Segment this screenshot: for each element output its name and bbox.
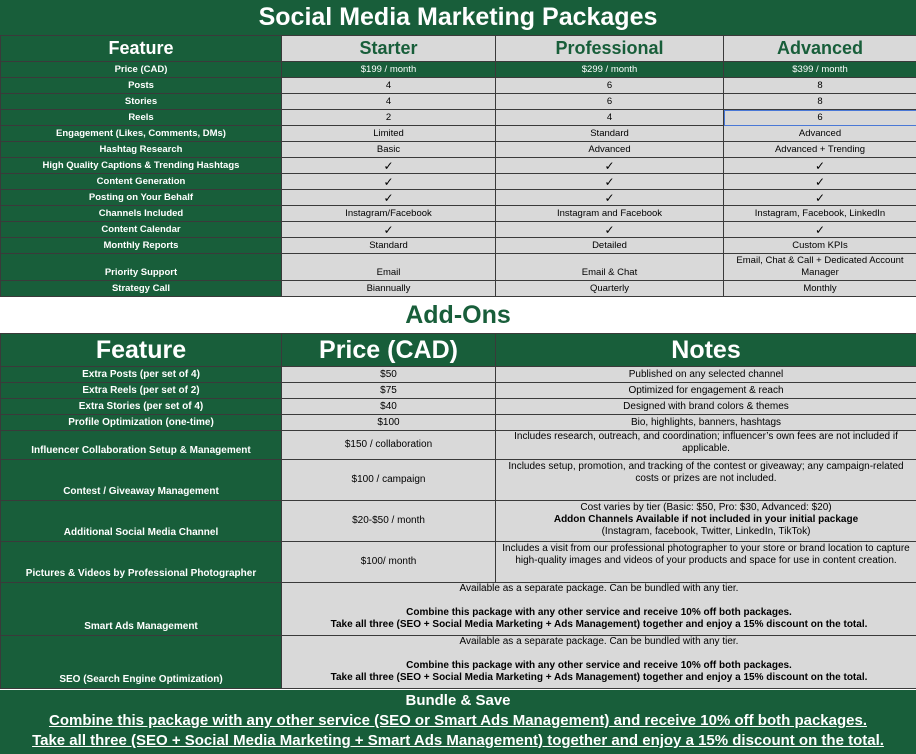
cell[interactable]: Instagram/Facebook <box>282 206 496 222</box>
table-row <box>1 383 916 399</box>
cell[interactable]: Limited <box>282 126 496 142</box>
notes-cell[interactable]: Published on any selected channel <box>496 367 916 383</box>
notes-cell[interactable]: Bio, highlights, banners, hashtags <box>496 415 916 431</box>
professional-header[interactable]: Professional <box>496 36 724 62</box>
table-row <box>1 222 916 238</box>
checkmark-icon[interactable]: ✓ <box>724 174 916 190</box>
cell[interactable]: Instagram and Facebook <box>496 206 724 222</box>
notes-line: Available as a separate package. Can be bundled with any tier. <box>459 636 739 647</box>
selected-cell[interactable]: 6 <box>724 110 916 126</box>
table-row <box>1 415 916 431</box>
packages-table <box>0 35 916 297</box>
notes-cell[interactable]: Includes a visit from our professional photographer to your store or brand location to capture high-quality images and videos of your products and space for use in content creation. <box>496 542 916 583</box>
addons-table <box>0 333 916 689</box>
cell[interactable]: Email & Chat <box>496 254 724 281</box>
cell[interactable]: Basic <box>282 142 496 158</box>
cell[interactable]: Custom KPIs <box>724 238 916 254</box>
row-label[interactable]: Strategy Call <box>1 281 282 297</box>
checkmark-icon[interactable]: ✓ <box>496 190 724 206</box>
row-label[interactable]: Engagement (Likes, Comments, DMs) <box>1 126 282 142</box>
notes-line: (Instagram, facebook, Twitter, LinkedIn, TikTok) <box>601 526 811 537</box>
notes-cell[interactable] <box>282 583 916 636</box>
table-row <box>1 431 916 460</box>
table-row <box>1 142 916 158</box>
notes-line-bold: Combine this package with any other service and receive 10% off both packages. <box>406 607 792 618</box>
cell[interactable]: $399 / month <box>724 62 916 78</box>
notes-line: Available as a separate package. Can be bundled with any tier. <box>459 583 739 594</box>
checkmark-icon[interactable]: ✓ <box>724 190 916 206</box>
row-label[interactable]: Pictures & Videos by Professional Photographer <box>1 542 282 583</box>
packages-header-row <box>1 36 916 62</box>
table-row <box>1 238 916 254</box>
addons-title: Add-Ons <box>0 297 916 333</box>
row-label[interactable]: SEO (Search Engine Optimization) <box>1 636 282 689</box>
spacer <box>284 595 914 607</box>
table-row <box>1 636 916 689</box>
price-cell[interactable]: $100 <box>282 415 496 431</box>
cell[interactable]: Email, Chat & Call + Dedicated Account Manager <box>724 254 916 281</box>
cell[interactable]: Biannually <box>282 281 496 297</box>
bundle-line: Take all three (SEO + Social Media Marketing + Smart Ads Management) together and enjoy a 15% discount on the total. <box>32 732 884 749</box>
cell[interactable]: Advanced <box>496 142 724 158</box>
cell[interactable]: 6 <box>496 94 724 110</box>
price-header[interactable]: Price (CAD) <box>282 334 496 367</box>
notes-cell[interactable]: Includes setup, promotion, and tracking of the contest or giveaway; any campaign-related costs or prizes are not included. <box>496 460 916 501</box>
bundle-section <box>0 690 916 754</box>
table-row <box>1 542 916 583</box>
row-label[interactable]: Hashtag Research <box>1 142 282 158</box>
price-cell[interactable]: $40 <box>282 399 496 415</box>
table-row <box>1 399 916 415</box>
row-label[interactable]: Reels <box>1 110 282 126</box>
row-label[interactable]: Additional Social Media Channel <box>1 501 282 542</box>
price-cell[interactable]: $150 / collaboration <box>282 431 496 460</box>
row-label[interactable]: Content Calendar <box>1 222 282 238</box>
price-cell[interactable]: $50 <box>282 367 496 383</box>
cell[interactable]: Advanced + Trending <box>724 142 916 158</box>
table-row <box>1 190 916 206</box>
row-label[interactable]: Monthly Reports <box>1 238 282 254</box>
cell[interactable]: 8 <box>724 94 916 110</box>
row-label[interactable]: High Quality Captions & Trending Hashtags <box>1 158 282 174</box>
row-label[interactable]: Smart Ads Management <box>1 583 282 636</box>
row-label[interactable]: Profile Optimization (one-time) <box>1 415 282 431</box>
cell[interactable]: 4 <box>282 94 496 110</box>
notes-header[interactable]: Notes <box>496 334 916 367</box>
cell[interactable]: Quarterly <box>496 281 724 297</box>
notes-cell[interactable] <box>496 501 916 542</box>
table-row <box>1 254 916 281</box>
price-cell[interactable]: $20-$50 / month <box>282 501 496 542</box>
notes-line-bold: Combine this package with any other service and receive 10% off both packages. <box>406 660 792 671</box>
price-cell[interactable]: $100 / campaign <box>282 460 496 501</box>
notes-line-bold: Take all three (SEO + Social Media Marketing + Ads Management) together and enjoy a 15% discount on the total. <box>330 672 868 683</box>
checkmark-icon[interactable]: ✓ <box>496 158 724 174</box>
row-label[interactable]: Stories <box>1 94 282 110</box>
notes-line-bold: Take all three (SEO + Social Media Marketing + Ads Management) together and enjoy a 15% discount on the total. <box>330 619 868 630</box>
checkmark-icon[interactable]: ✓ <box>724 158 916 174</box>
table-row <box>1 206 916 222</box>
cell[interactable]: Instagram, Facebook, LinkedIn <box>724 206 916 222</box>
table-row <box>1 62 916 78</box>
notes-cell[interactable]: Optimized for engagement & reach <box>496 383 916 399</box>
cell[interactable]: 8 <box>724 78 916 94</box>
cell[interactable]: 2 <box>282 110 496 126</box>
notes-line-bold: Addon Channels Available if not included in your initial package <box>553 514 859 525</box>
bundle-title: Bundle & Save <box>405 692 511 709</box>
bundle-line: Combine this package with any other service (SEO or Smart Ads Management) and receive 10% off both packages. <box>48 712 867 729</box>
notes-cell[interactable]: Includes research, outreach, and coordination; influencer’s own fees are not included if applicable. <box>496 431 916 460</box>
notes-line: Cost varies by tier (Basic: $50, Pro: $30, Advanced: $20) <box>580 502 832 513</box>
table-row <box>1 501 916 542</box>
row-label[interactable]: Influencer Collaboration Setup & Management <box>1 431 282 460</box>
cell[interactable]: $199 / month <box>282 62 496 78</box>
checkmark-icon[interactable]: ✓ <box>282 190 496 206</box>
row-label[interactable]: Channels Included <box>1 206 282 222</box>
table-row <box>1 367 916 383</box>
cell[interactable]: Advanced <box>724 126 916 142</box>
row-label[interactable]: Posting on Your Behalf <box>1 190 282 206</box>
row-label[interactable]: Priority Support <box>1 254 282 281</box>
spacer <box>284 648 914 660</box>
row-label[interactable]: Content Generation <box>1 174 282 190</box>
table-row <box>1 174 916 190</box>
page-title: Social Media Marketing Packages <box>0 0 916 35</box>
table-row <box>1 94 916 110</box>
notes-cell[interactable] <box>282 636 916 689</box>
feature-header[interactable]: Feature <box>1 334 282 367</box>
row-label[interactable]: Price (CAD) <box>1 62 282 78</box>
table-row <box>1 460 916 501</box>
cell[interactable]: $299 / month <box>496 62 724 78</box>
table-row <box>1 110 916 126</box>
cell[interactable]: 4 <box>282 78 496 94</box>
cell[interactable]: 6 <box>496 78 724 94</box>
row-label[interactable]: Posts <box>1 78 282 94</box>
cell[interactable]: Detailed <box>496 238 724 254</box>
cell[interactable]: Email <box>282 254 496 281</box>
cell[interactable]: 4 <box>496 110 724 126</box>
row-label[interactable]: Extra Reels (per set of 2) <box>1 383 282 399</box>
checkmark-icon[interactable]: ✓ <box>282 158 496 174</box>
cell[interactable]: Monthly <box>724 281 916 297</box>
feature-header[interactable]: Feature <box>1 36 282 62</box>
checkmark-icon[interactable]: ✓ <box>496 222 724 238</box>
row-label[interactable]: Extra Posts (per set of 4) <box>1 367 282 383</box>
price-cell[interactable]: $75 <box>282 383 496 399</box>
table-row <box>1 583 916 636</box>
table-row <box>1 281 916 297</box>
checkmark-icon[interactable]: ✓ <box>282 174 496 190</box>
checkmark-icon[interactable]: ✓ <box>724 222 916 238</box>
row-label[interactable]: Extra Stories (per set of 4) <box>1 399 282 415</box>
table-row <box>1 126 916 142</box>
starter-header[interactable]: Starter <box>282 36 496 62</box>
table-row <box>1 158 916 174</box>
addons-header-row <box>1 334 916 367</box>
cell[interactable]: Standard <box>496 126 724 142</box>
checkmark-icon[interactable]: ✓ <box>282 222 496 238</box>
checkmark-icon[interactable]: ✓ <box>496 174 724 190</box>
price-cell[interactable]: $100/ month <box>282 542 496 583</box>
notes-cell[interactable]: Designed with brand colors & themes <box>496 399 916 415</box>
table-row <box>1 78 916 94</box>
cell[interactable]: Standard <box>282 238 496 254</box>
row-label[interactable]: Contest / Giveaway Management <box>1 460 282 501</box>
advanced-header[interactable]: Advanced <box>724 36 916 62</box>
